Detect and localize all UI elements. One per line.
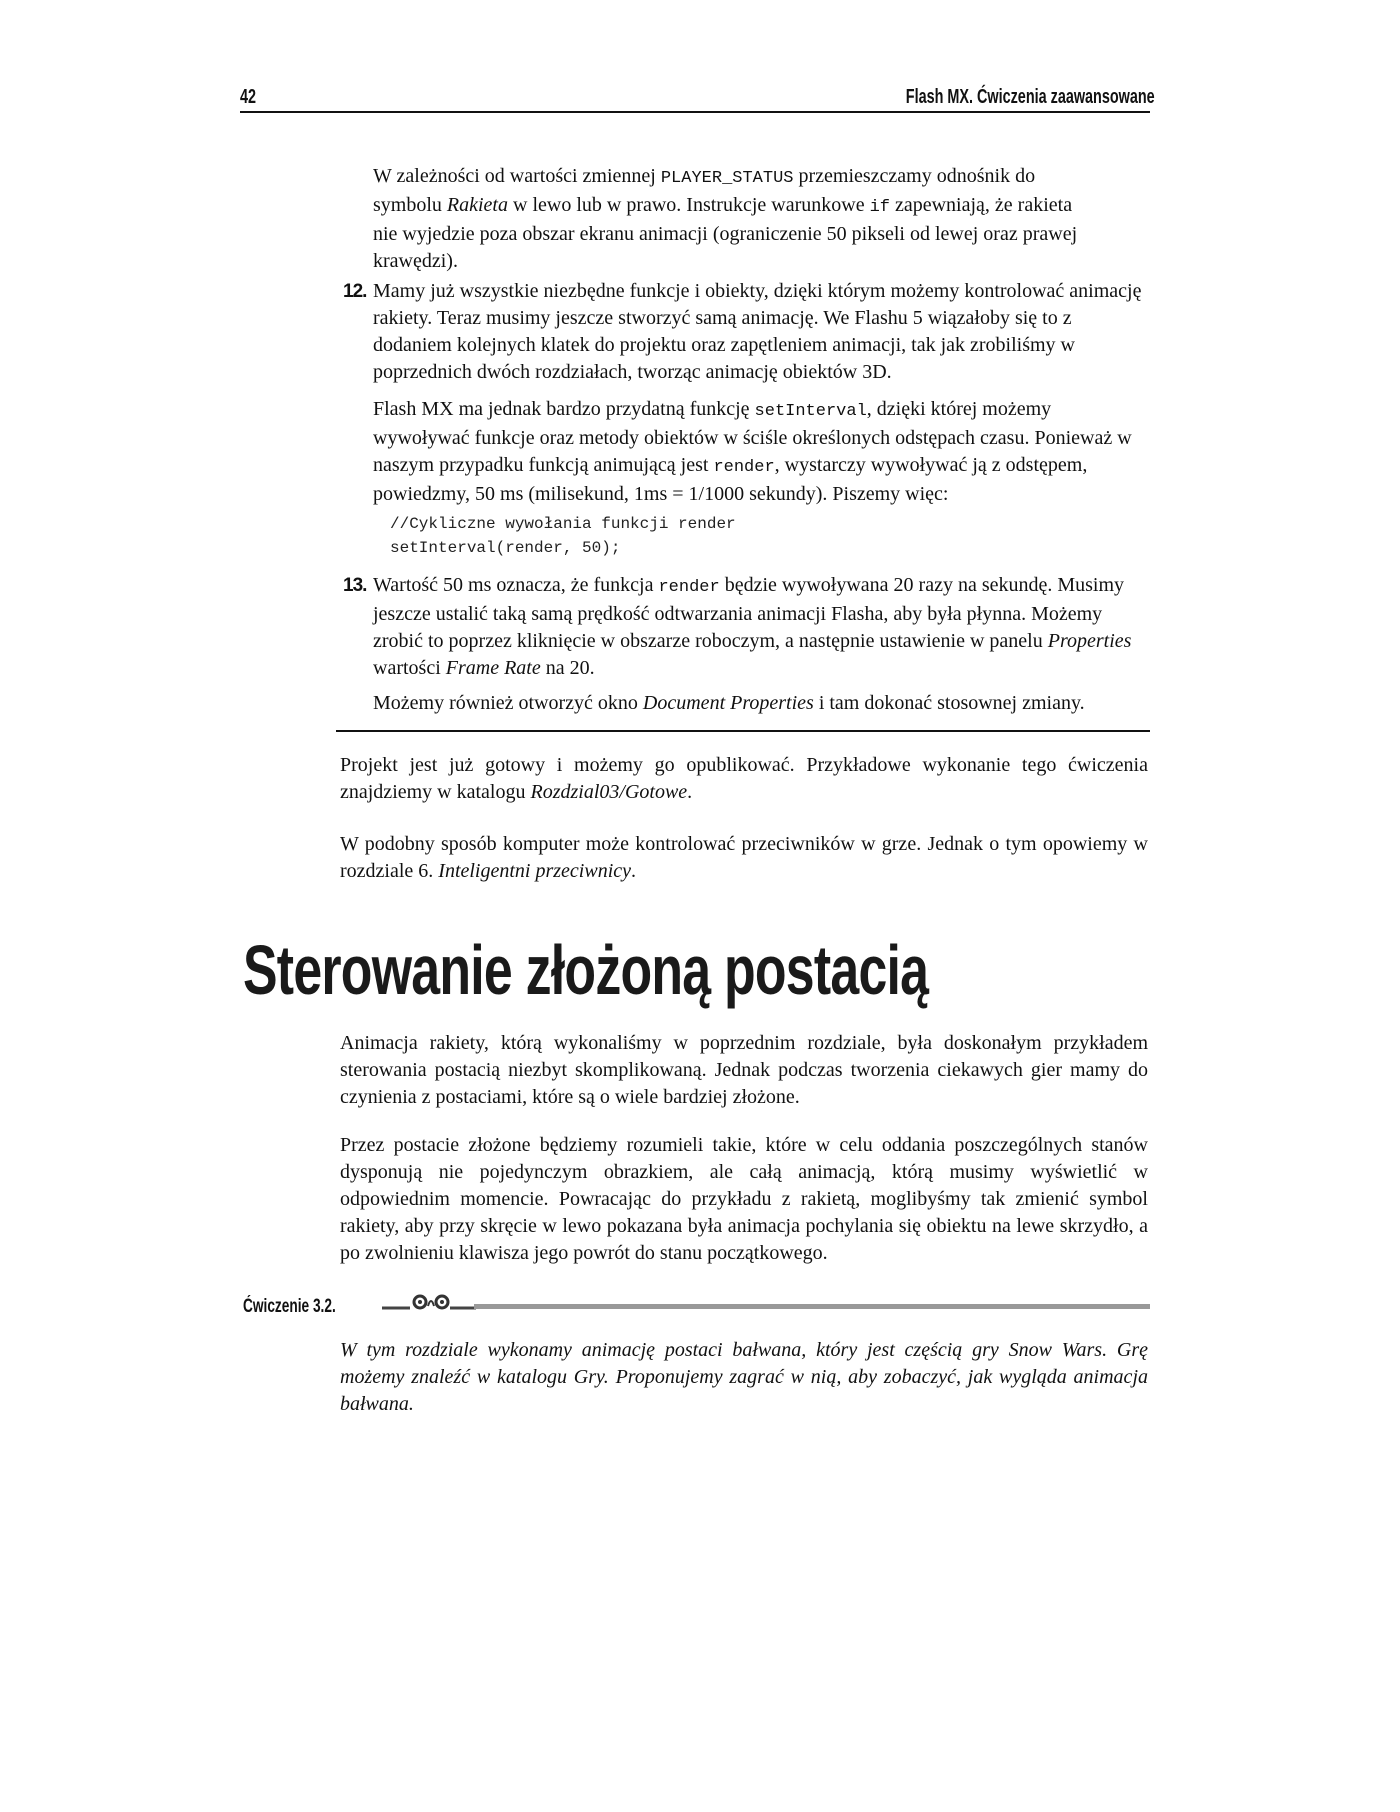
exercise-label: Ćwiczenie 3.2.	[243, 1296, 336, 1317]
page-number: 42	[240, 86, 257, 108]
inline-code: if	[869, 198, 890, 217]
section-heading: Sterowanie złożoną postacią	[243, 931, 929, 1009]
inline-code: PLAYER_STATUS	[660, 169, 794, 188]
step-text: Mamy już wszystkie niezbędne funkcje i obiekty, dzięki którym możemy kontrolować animację rakiety. Teraz musimy jeszcze stworzyć samą animację. We Flashu 5 wiązałoby się to z dodaniem kolejnych klatek do projektu oraz zapętleniem animacji, tak jak zrobiliśmy w poprzednich dwóch rozdziałach, tworząc animację obiektów 3D.	[373, 280, 1142, 383]
emphasis: Rozdzial03/Gotowe	[530, 781, 688, 803]
step-number: 12.	[343, 281, 367, 302]
text: Wartość 50 ms oznacza, że funkcja	[373, 574, 659, 596]
emphasis: Document Properties	[642, 692, 814, 714]
step-number: 13.	[343, 575, 367, 596]
paragraph-project-ready	[340, 752, 1148, 806]
step-12	[343, 278, 1150, 386]
header-rule	[240, 111, 1150, 113]
text: Projekt jest już gotowy i możemy go opublikować. Przykładowe wykonanie tego ćwiczenia znajdziemy w katalogu	[340, 754, 1148, 803]
text: , wystarczy wywoływać ją z odstępem, powiedzmy, 50 ms (milisekund, 1ms = 1/1000 sekundy). Piszemy więc:	[373, 454, 1088, 505]
text: Animacja rakiety, którą wykonaliśmy w poprzednim rozdziale, była doskonałym przykładem sterowania postacią niezbyt skomplikowaną. Jednak podczas tworzenia ciekawych gier mamy do czynienia z postaciami, które są o wiele bardziej złożone.	[340, 1032, 1148, 1108]
text: , dzięki której możemy wywoływać funkcje oraz metody obiektów w ściśle określonych odstępach czasu. Ponieważ w naszym przypadku funkcją animującą jest	[373, 398, 1132, 476]
emphasis: Inteligentni przeciwnicy	[438, 860, 632, 882]
text: przemieszczamy odnośnik do symbolu	[373, 165, 1036, 216]
emphasis: Rakieta	[446, 194, 508, 216]
text: W tym rozdziale wykonamy animację postaci bałwana, który jest częścią gry Snow Wars. Grę możemy znaleźć w katalogu Gry. Proponujemy zagrać w nią, aby zobaczyć, jak wygląda animacja bałwana.	[340, 1339, 1148, 1415]
text: Przez postacie złożone będziemy rozumieli takie, które w celu oddania poszczególnych stanów dysponują nie pojedynczym obrazkiem, ale całą animacją, którą musimy wyświetlić w odpowiednim momencie. Powracając do przykładu z rakietą, moglibyśmy tak zmienić symbol rakiety, aby przy skręcie w lewo pokazana była animacja pochylania się obiektu na lewe skrzydło, a po zwolnieniu klawisza jego powrót do stanu początkowego.	[340, 1134, 1148, 1264]
text: Flash MX ma jednak bardzo przydatną funkcję	[373, 398, 755, 420]
text: będzie wywoływana 20 razy na sekundę. Musimy jeszcze ustalić taką samą prędkość odtwarzania animacji Flasha, aby była płynna. Możemy zrobić to poprzez kliknięcie w obszarze roboczym, a następnie ustawienie w panelu	[373, 574, 1125, 652]
code-block	[390, 512, 736, 560]
section-paragraph-2	[340, 1132, 1148, 1267]
text: na 20.	[540, 657, 595, 679]
section-paragraph-1	[340, 1030, 1148, 1111]
text: wartości	[373, 657, 446, 679]
exercise-end-rule	[336, 730, 1150, 732]
code-line: setInterval(render, 50);	[390, 539, 621, 557]
paragraph-opponents	[340, 831, 1148, 885]
decorative-ornament-icon	[380, 1290, 476, 1314]
text: W podobny sposób komputer może kontrolować przeciwników w grze. Jednak o tym opowiemy w rozdziale 6.	[340, 833, 1148, 882]
text: zapewniają, że rakieta nie wyjedzie poza obszar ekranu animacji (ograniczenie 50 pikseli od lewej oraz prawej krawędzi).	[373, 194, 1078, 272]
inline-code: render	[658, 578, 720, 597]
inline-code: setInterval	[754, 402, 867, 421]
exercise-text	[340, 1337, 1148, 1418]
step-12-paragraph-2	[373, 396, 1150, 508]
text: .	[687, 781, 693, 803]
text: w lewo lub w prawo. Instrukcje warunkowe	[508, 194, 870, 216]
text: Możemy również otworzyć okno	[373, 692, 643, 714]
text: .	[631, 860, 637, 882]
intro-paragraph	[373, 163, 1093, 275]
step-13	[343, 572, 1150, 682]
text: W zależności od wartości zmiennej	[373, 165, 661, 187]
exercise-separator-bar	[474, 1304, 1150, 1309]
code-line: //Cykliczne wywołania funkcji render	[390, 515, 736, 533]
text: i tam dokonać stosownej zmiany.	[813, 692, 1085, 714]
emphasis: Frame Rate	[445, 657, 541, 679]
inline-code: render	[713, 458, 775, 477]
emphasis: Properties	[1047, 630, 1132, 652]
running-header-title: Flash MX. Ćwiczenia zaawansowane	[906, 86, 1155, 108]
step-13-paragraph-2	[373, 690, 1163, 717]
